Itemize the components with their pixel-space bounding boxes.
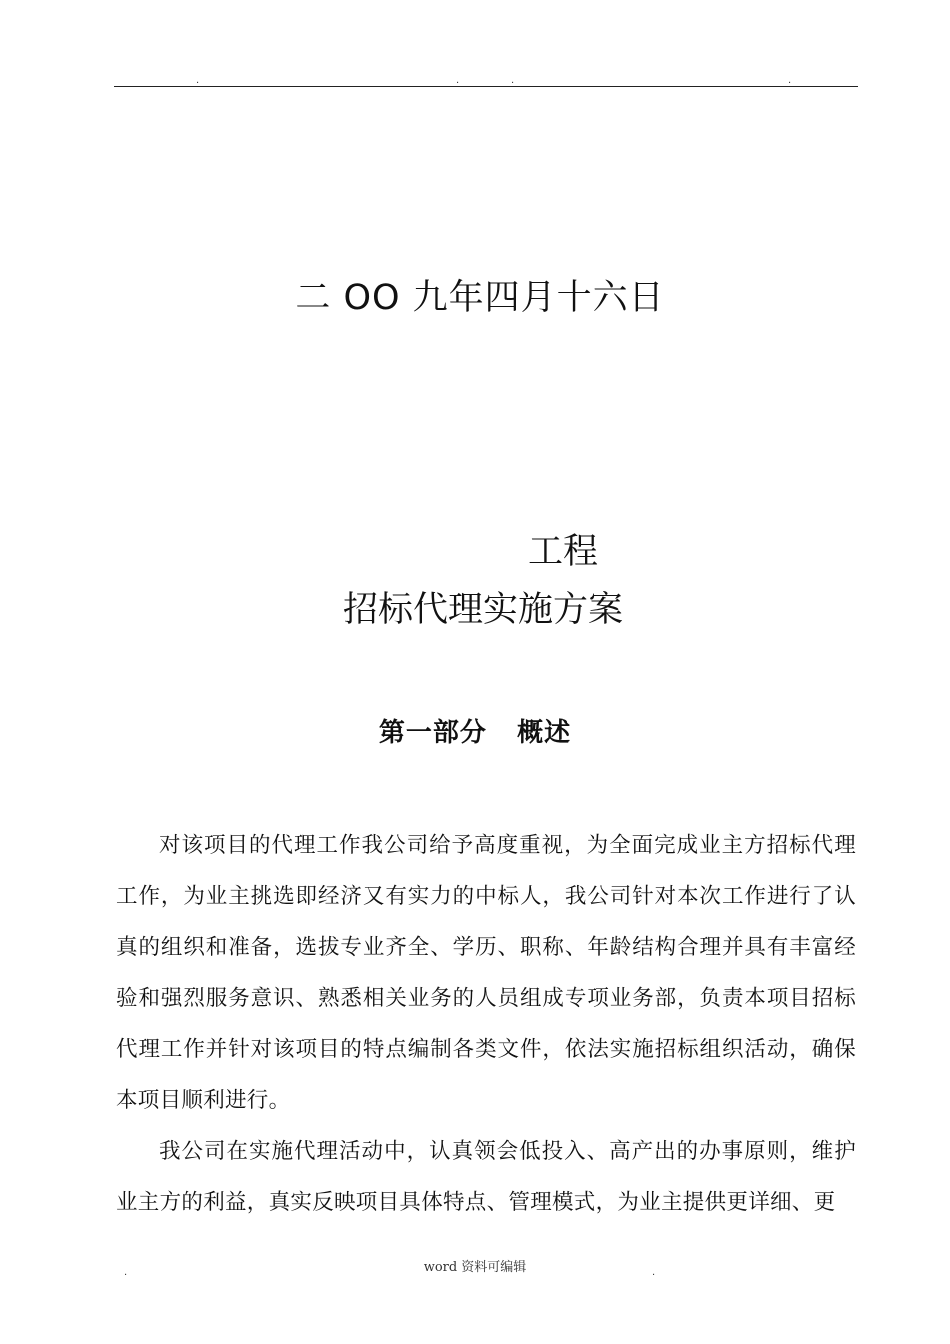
header-mark: . (788, 75, 792, 86)
footer-mark: . (124, 1267, 128, 1278)
footer-mark: . (652, 1267, 656, 1278)
footer-label: word 资料可编辑 (423, 1260, 527, 1275)
paragraph: 对该项目的代理工作我公司给予高度重视，为全面完成业主方招标代理工作，为业主挑选即经济又有实力的中标人，我公司针对本次工作进行了认真的组织和准备，选拔专业齐全、学历、职称、年龄结构合理并具有丰富经验和强烈服务意识、熟悉相关业务的人员组成专项业务部，负责本项目招标代理工作并针对该项目的特点编制各类文件，依法实施招标组织活动，确保本项目顺利进行。 (116, 833, 856, 1113)
header-mark: . (456, 75, 460, 86)
project-title: 工程 (528, 532, 599, 572)
header-mark: . (196, 75, 200, 86)
paragraph: 我公司在实施代理活动中，认真领会低投入、高产出的办事原则，维护业主方的利益，真实反映项目具体特点、管理模式，为业主提供更详细、更 (116, 1139, 856, 1215)
plan-title: 招标代理实施方案 (342, 590, 623, 630)
header-mark: . (511, 75, 515, 86)
header-rule (114, 86, 858, 87)
document-date: 二 OO 九年四月十六日 (295, 278, 665, 318)
section-heading: 第一部分 概述 (378, 718, 572, 748)
body-text (116, 820, 856, 1228)
